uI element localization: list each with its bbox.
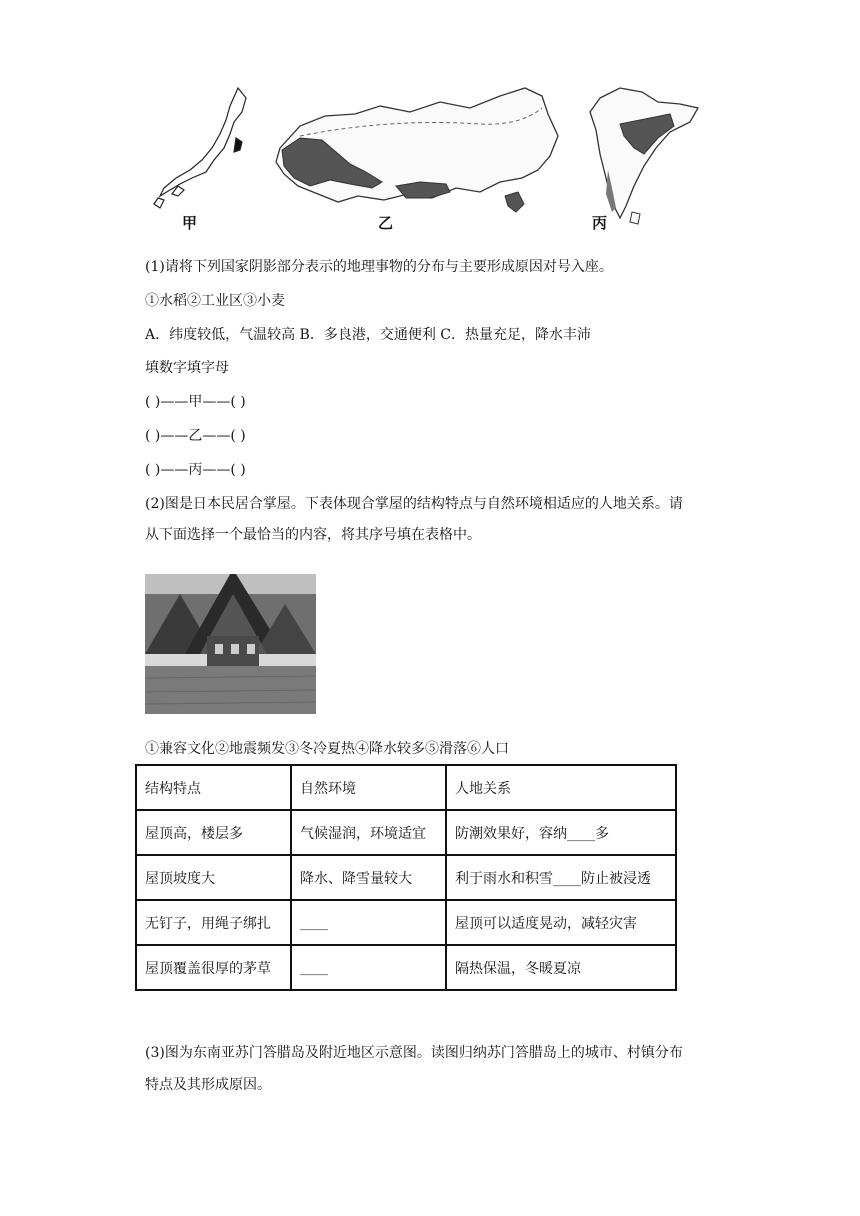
- table-header-row: [136, 765, 676, 810]
- table-cell: 无钉子，用绳子绑扎: [136, 900, 291, 945]
- maps-svg: [150, 78, 710, 238]
- q1-prompt: (1)请将下列国家阴影部分表示的地理事物的分布与主要形成原因对号入座。: [145, 259, 613, 275]
- map-label-yi: 乙: [378, 214, 394, 232]
- q1-row-bing: ( )——丙——( ): [145, 462, 246, 478]
- q2-prompt-line2: 从下面选择一个最恰当的内容，将其序号填在表格中。: [145, 527, 481, 543]
- table-cell: 降水、降雪量较大: [291, 855, 446, 900]
- q1-row-jia: ( )——甲——( ): [145, 394, 246, 410]
- table-cell: 屋顶坡度大: [136, 855, 291, 900]
- table-row: [136, 855, 676, 900]
- india-map: [590, 88, 698, 224]
- table-header-cell: 自然环境: [291, 765, 446, 810]
- table-row: [136, 810, 676, 855]
- table-row: [136, 945, 676, 990]
- table-cell: 屋顶高，楼层多: [136, 810, 291, 855]
- japan-map: [154, 88, 246, 208]
- table-cell-blank[interactable]: ____: [291, 945, 446, 990]
- q3-prompt-line1: (3)图为东南亚苏门答腊岛及附近地区示意图。读图归纳苏门答腊岛上的城市、村镇分布: [145, 1045, 683, 1061]
- q1-options-items: ①水稻②工业区③小麦: [145, 293, 285, 309]
- q2-prompt-line1: (2)图是日本民居合掌屋。下表体现合掌屋的结构特点与自然环境相适应的人地关系。请: [145, 496, 683, 512]
- relationship-table: [135, 764, 677, 991]
- table-header-cell: 人地关系: [446, 765, 676, 810]
- table-row: [136, 900, 676, 945]
- country-maps-figure: [150, 78, 710, 238]
- map-label-jia: 甲: [182, 214, 198, 232]
- russia-map: [276, 88, 558, 212]
- table-cell-blank[interactable]: ____: [291, 900, 446, 945]
- table-cell: 屋顶覆盖很厚的茅草: [136, 945, 291, 990]
- gassho-house-photo: [145, 574, 316, 714]
- map-label-bing: 丙: [592, 214, 608, 232]
- table-cell: 利于雨水和积雪____防止被浸透: [446, 855, 676, 900]
- q2-choices: ①兼容文化②地震频发③冬冷夏热④降水较多⑤滑落⑥人口: [145, 741, 509, 757]
- table-cell: 气候湿润，环境适宜: [291, 810, 446, 855]
- table-cell: 屋顶可以适度晃动，减轻灾害: [446, 900, 676, 945]
- q1-options-reasons: A．纬度较低，气温较高 B．多良港，交通便利 C．热量充足，降水丰沛: [145, 327, 592, 343]
- table-cell: 隔热保温，冬暖夏凉: [446, 945, 676, 990]
- table-cell: 防潮效果好，容纳____多: [446, 810, 676, 855]
- q1-fill-header: 填数字填字母: [145, 360, 229, 376]
- q1-row-yi: ( )——乙——( ): [145, 428, 246, 444]
- table-header-cell: 结构特点: [136, 765, 291, 810]
- q3-prompt-line2: 特点及其形成原因。: [145, 1077, 271, 1093]
